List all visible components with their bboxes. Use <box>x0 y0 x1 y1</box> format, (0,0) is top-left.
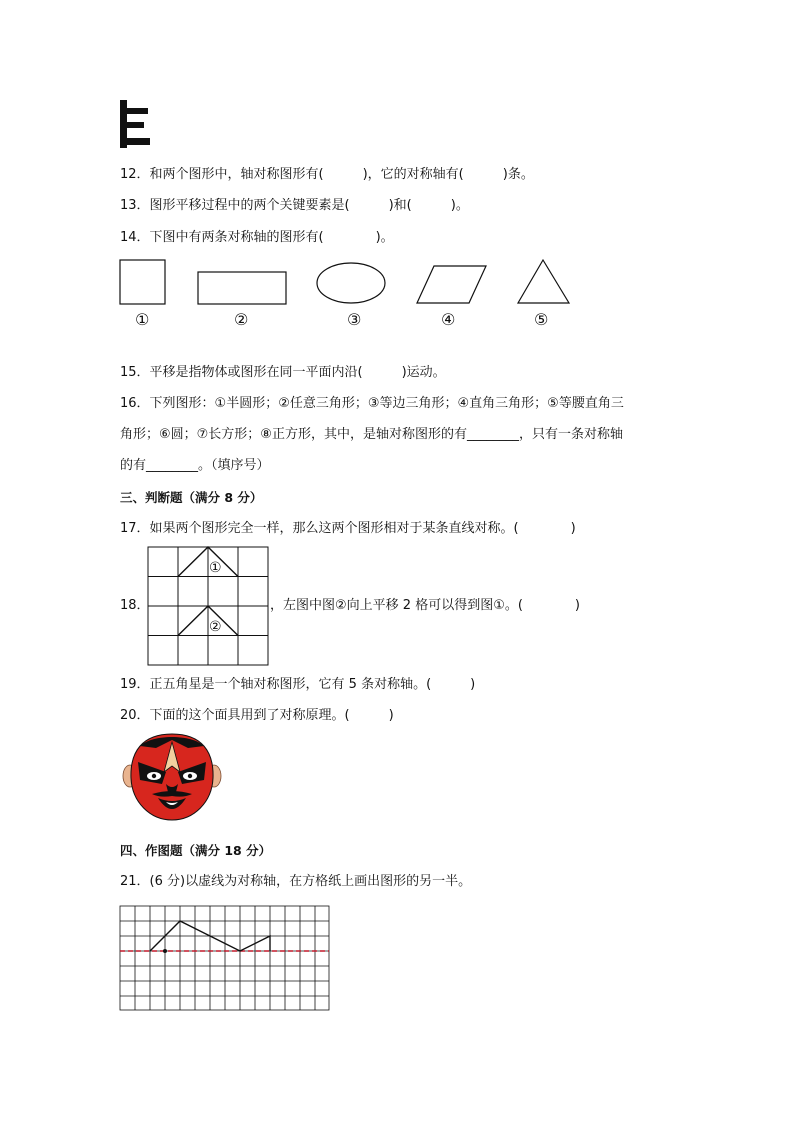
grid-figure-label-1: ① <box>209 560 222 576</box>
shape-label-4: ④ <box>441 310 456 329</box>
shape-rectangle <box>197 271 289 307</box>
shape-label-1: ① <box>135 310 150 329</box>
shape-label-5: ⑤ <box>534 310 549 329</box>
section-4-heading: 四、作图题（满分 18 分） <box>120 843 272 858</box>
question-15: 15．平移是指物体或图形在同一平面内沿( )运动。 <box>120 365 446 380</box>
question-13: 13．图形平移过程中的两个关键要素是( )和( )。 <box>120 198 469 213</box>
section-3-heading: 三、判断题（满分 8 分） <box>120 490 263 505</box>
grid-figure-label-2: ② <box>209 619 222 635</box>
question-18-text: ，左图中图②向上平移 2 格可以得到图①。( ) <box>270 598 580 613</box>
question-16-line-3: 的有________。（填序号） <box>120 458 270 473</box>
question-18-number: 18． <box>120 598 150 613</box>
question-19: 19．正五角星是一个轴对称图形，它有 5 条对称轴。( ) <box>120 677 476 692</box>
shape-label-3: ③ <box>347 310 362 329</box>
shape-label-2: ② <box>234 310 249 329</box>
question-20: 20．下面的这个面具用到了对称原理。( ) <box>120 708 394 723</box>
question-14: 14．下图中有两条对称轴的图形有( )。 <box>120 230 394 245</box>
question-16-line-2: 角形；⑥圆；⑦长方形；⑧正方形，其中，是轴对称图形的有________，只有一条对称轴 <box>120 427 623 442</box>
shape-square <box>119 259 169 309</box>
question-16-line-1: 16．下列图形：①半圆形；②任意三角形；③等边三角形；④直角三角形；⑤等腰直角三 <box>120 396 624 411</box>
shape-parallelogram <box>416 265 488 305</box>
drawing-grid-figure <box>119 905 331 1013</box>
question-12: 12．和两个图形中，轴对称图形有( )，它的对称轴有( )条。 <box>120 167 534 182</box>
opera-mask-image <box>122 732 222 822</box>
question-21: 21．(6 分)以虚线为对称轴，在方格纸上画出图形的另一半。 <box>120 874 472 889</box>
shape-ellipse <box>316 262 388 306</box>
question-17: 17．如果两个图形完全一样，那么这两个图形相对于某条直线对称。( ) <box>120 521 576 536</box>
partial-letter-mark <box>118 100 158 150</box>
shape-triangle <box>517 258 573 306</box>
